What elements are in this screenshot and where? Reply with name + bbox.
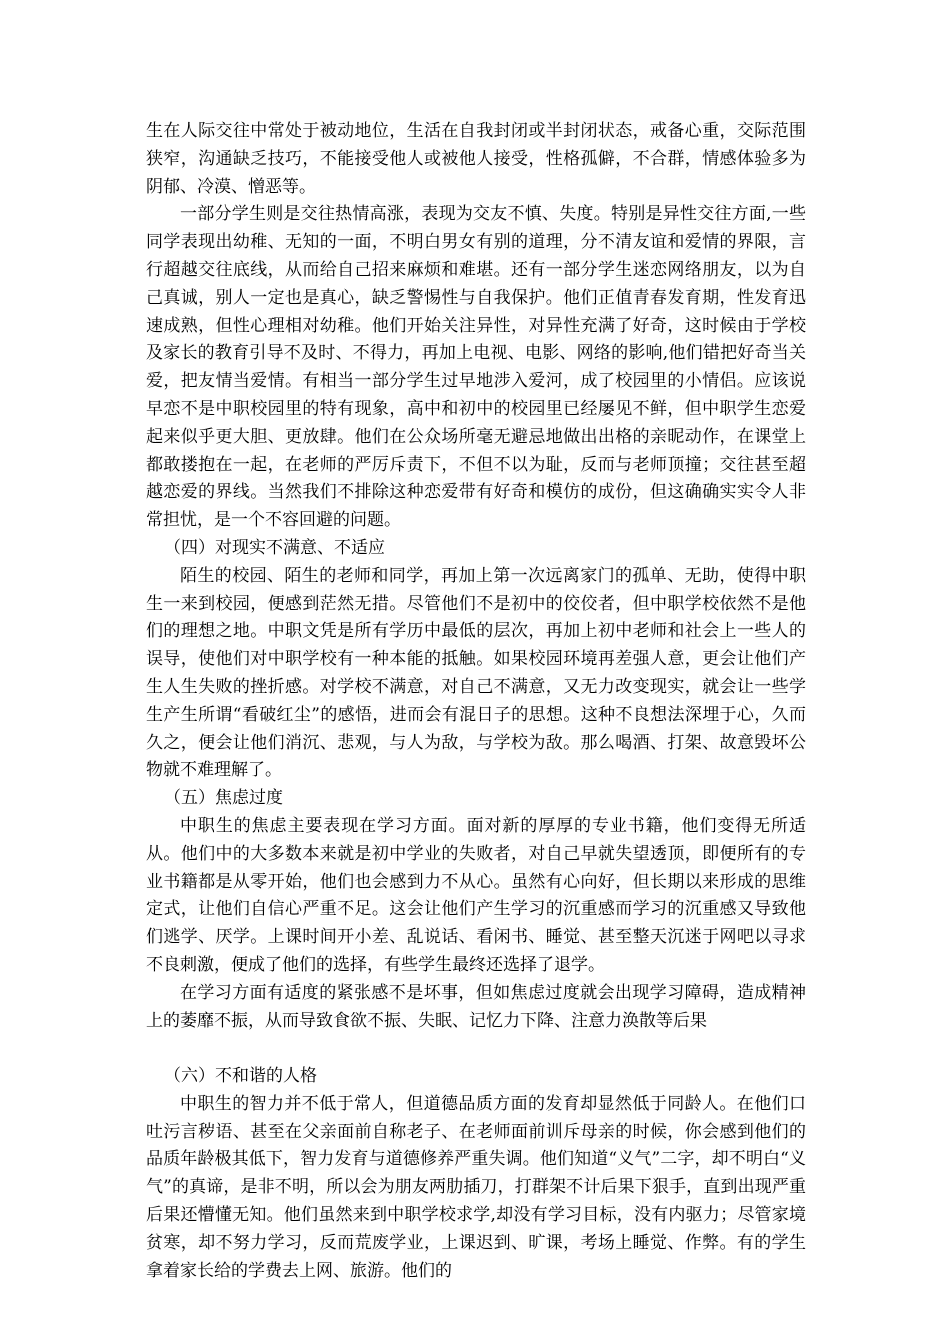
paragraph: 中职生的焦虑主要表现在学习方面。面对新的厚厚的专业书籍，他们变得无所适从。他们中的大多数本来就是初中学业的失败者，对自己早就失望透顶，即便所有的专业书籍都是从零开始，他们也会感到力不从心。虽然有心向好，但长期以来形成的思维定式，让他们自信心严重不足。这会让他们产生学习的沉重感而学习的沉重感又导致他们逃学、厌学。上课时间开小差、乱说话、看闲书、睡觉、甚至整天沉迷于网吧以寻求不良刺激，便成了他们的选择，有些学生最终还选择了退学。 — [146, 815, 806, 975]
section-heading: （六）不和谐的人格 — [164, 1066, 317, 1087]
blank-line — [146, 1035, 806, 1063]
document-page — [146, 118, 806, 1285]
paragraph: 在学习方面有适度的紧张感不是坏事，但如焦虑过度就会出现学习障碍，造成精神上的萎靡不振，从而导致食欲不振、失眠、记忆力下降、注意力涣散等后果 — [146, 982, 806, 1031]
paragraph: 中职生的智力并不低于常人，但道德品质方面的发育却显然低于同龄人。在他们口吐污言秽语、甚至在父亲面前自称老子、在老师面前训斥母亲的时候，你会感到他们的品质年龄极其低下，智力发育与道德修养严重失调。他们知道“义气”二字，却不明白“义气”的真谛，是非不明，所以会为朋友两肋插刀，打群架不计后果下狠手，直到出现严重后果还懵懂无知。他们虽然来到中职学校求学,却没有学习目标，没有内驱力；尽管家境贫寒，却不努力学习，反而荒废学业，上课迟到、旷课，考场上睡觉、作弊。有的学生拿着家长给的学费去上网、旅游。他们的 — [146, 1093, 806, 1281]
paragraph: 陌生的校园、陌生的老师和同学，再加上第一次远离家门的孤单、无助，使得中职生一来到校园，便感到茫然无措。尽管他们不是初中的佼佼者，但中职学校依然不是他们的理想之地。中职文凭是所有学历中最低的层次，再加上初中老师和社会上一些人的误导，使他们对中职学校有一种本能的抵触。如果校园环境再差强人意，更会让他们产生人生失败的挫折感。对学校不满意，对自己不满意，又无力改变现实，就会让一些学生产生所谓“看破红尘”的感悟，进而会有混日子的思想。这种不良想法深埋于心，久而久之，便会让他们消沉、悲观，与人为敌，与学校为敌。那么喝酒、打架、故意毁坏公物就不难理解了。 — [146, 565, 806, 781]
section-heading: （五）焦虑过度 — [164, 788, 283, 809]
section-heading: （四）对现实不满意、不适应 — [164, 537, 385, 558]
paragraph: 生在人际交往中常处于被动地位，生活在自我封闭或半封闭状态，戒备心重，交际范围狭窄，沟通缺乏技巧，不能接受他人或被他人接受，性格孤僻，不合群，情感体验多为阴郁、冷漠、憎恶等。 — [146, 121, 806, 197]
paragraph: 一部分学生则是交往热情高涨，表现为交友不慎、失度。特别是异性交往方面,一些同学表现出幼稚、无知的一面，不明白男女有别的道理，分不清友谊和爱情的界限，言行超越交往底线，从而给自己招来麻烦和难堪。还有一部分学生迷恋网络朋友，以为自己真诚，别人一定也是真心，缺乏警惕性与自我保护。他们正值青春发育期，性发育迅速成熟，但性心理相对幼稚。他们开始关注异性，对异性充满了好奇，这时候由于学校及家长的教育引导不及时、不得力，再加上电视、电影、网络的影响,他们错把好奇当关爱，把友情当爱情。有相当一部分学生过早地涉入爱河，成了校园里的小情侣。应该说早恋不是中职校园里的特有现象，高中和初中的校园里已经屡见不鲜，但中职学生恋爱起来似乎更大胆、更放肆。他们在公众场所毫无避忌地做出出格的亲昵动作，在课堂上都敢搂抱在一起，在老师的严厉斥责下，不但不以为耻，反而与老师顶撞；交往甚至超越恋爱的界线。当然我们不排除这种恋爱带有好奇和模仿的成份，但这确确实实令人非常担忧，是一个不容回避的问题。 — [146, 204, 806, 531]
